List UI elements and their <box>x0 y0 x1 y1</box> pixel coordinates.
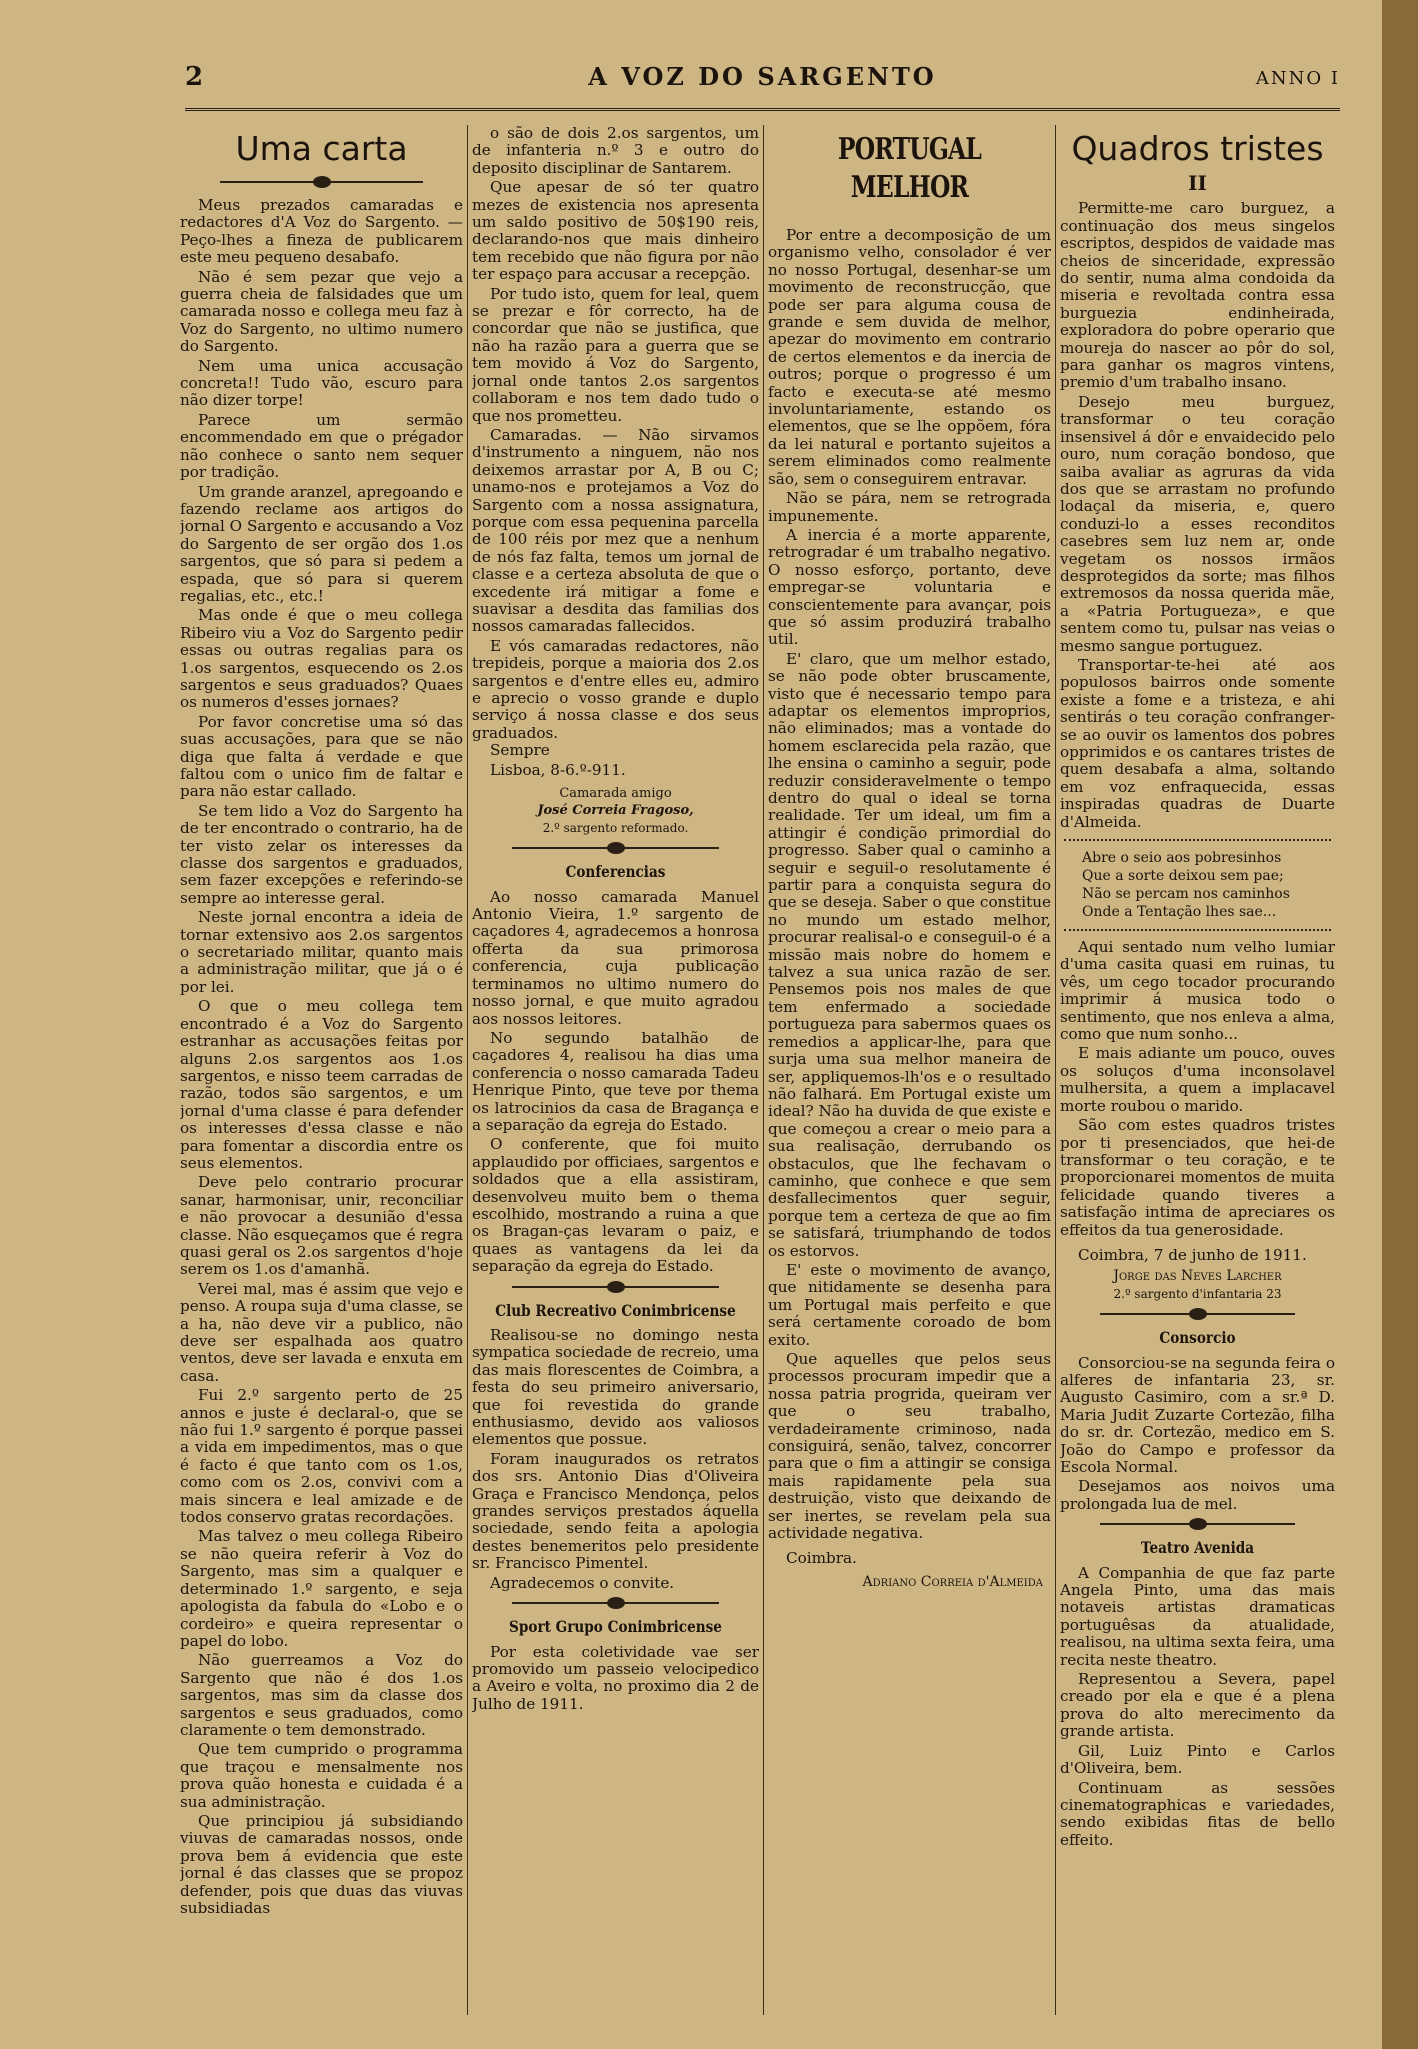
paragraph: Foram inaugurados os retratos dos srs. Antonio Dias d'Oliveira Graça e Francisco Mendonça, pelos grandes serviços prestados áquella sociedade, sendo feita a apologia destes benemeritos pelo presidente sr. Francisco Pimentel. <box>472 1449 759 1573</box>
paragraph: No segundo batalhão de caçadores 4, realisou ha dias uma conferencia o nosso camarada Tadeu Henrique Pinto, que teve por thema os latrocinios da casa de Bragança e a separação da egreja do Estado. <box>472 1028 759 1134</box>
ornament-divider <box>512 1280 719 1294</box>
article-body <box>768 227 1051 1542</box>
paragraph: Não é sem pezar que vejo a guerra cheia de falsidades que um camarada nosso e collega meu faz à Voz do Sargento, no ultimo numero do Sargento. <box>180 267 463 356</box>
paragraph: Por esta coletividade vae ser promovido um passeio velocipedico a Aveiro e volta, no proximo dia 2 de Julho de 1911. <box>472 1642 759 1713</box>
paragraph: Neste jornal encontra a ideia de tornar extensivo aos 2.os sargentos o secretariado militar, quanto mais a administração militar, que já o é por lei. <box>180 908 463 996</box>
signature: Jorge das Neves Larcher <box>1113 1268 1282 1285</box>
paragraph: Por tudo isto, quem for leal, quem se prezar e fôr correcto, ha de concordar que não se justifica, que não ha razão para a guerra que se tem movido á Voz do Sargento, jornal onde tantos 2.os sargentos collaboram e nos tem dado tudo o que nos prometteu. <box>472 284 759 425</box>
paragraph: E vós camaradas redactores, não trepideis, porque a maioria dos 2.os sargentos e d'entre elles eu, admiro e aprecio o vosso grande e duplo serviço á nossa classe e dos seus graduados. <box>472 636 759 742</box>
signature: José Correia Fragoso, <box>537 803 694 819</box>
paragraph: Realisou-se no domingo nesta sympatica sociedade de recreio, uma das mais florescentes de Coimbra, a festa do seu primeiro aniversario, que foi revestida do grande enthusiasmo, devido aos valiosos elementos que possue. <box>472 1326 759 1449</box>
section-title: Conferencias <box>565 862 666 882</box>
column-1 <box>180 125 463 2010</box>
section-title: Sport Grupo Conimbricense <box>509 1617 722 1637</box>
signature-rank: 2.º sargento d'infantaria 23 <box>1113 1286 1282 1301</box>
ornament-divider <box>512 1596 719 1610</box>
dotted-divider <box>1064 929 1331 931</box>
part-number: II <box>1188 171 1207 195</box>
section-title: Consorcio <box>1159 1328 1236 1348</box>
section-body <box>472 1327 759 1592</box>
column-divider <box>467 125 468 2015</box>
paragraph: Parece um sermão encommendado em que o prégador não conhece o santo nem sequer por tradição. <box>180 410 463 482</box>
paragraph: A Companhia de que faz parte Angela Pinto, uma das mais notaveis artistas dramaticas portuguêsas da atualidade, realisou, na ultima sexta feira, uma recita neste theatro. <box>1060 1563 1335 1669</box>
poem-line: Abre o seio aos pobresinhos <box>1082 850 1282 867</box>
signature: Adriano Correia d'Almeida <box>862 1573 1043 1590</box>
paragraph: Por entre a decomposição de um organismo velho, consolador é ver no nosso Portugal, desenhar-se um movimento de reconstrucção, que pode ser para alguma cousa de grande e sem duvida de melhor, apezar do movimento em contrario de certos elementos e da inercia de outros; porque o progresso é um facto e executa-se até mesmo involuntariamente, estando os elementos, que se lhe oppõem, fóra da lei natural e portanto sujeitos a serem eliminados como realmente são, sem o conseguirem entravar. <box>768 226 1051 488</box>
paragraph: Que aquelles que pelos seus processos procuram impedir que a nossa patria progrida, queiram ver que o seu trabalho, verdadeiramente criminoso, nada consiguirá, senão, talvez, concorrer para que o fim a attingir se consiga mais rapidamente pela sua destruição, visto que deixando de ser inertes, se revelam pela sua actividade negativa. <box>768 1350 1051 1543</box>
year-label: ANNO I <box>1255 68 1340 89</box>
paragraph: Consorciou-se na segunda feira o alferes de infantaria 23, sr. Augusto Casimiro, com a sr.ª D. Maria Judit Zuzarte Cortezão, filha do sr. dr. Cortezão, medico em S. João do Campo e professor da Escola Normal. <box>1060 1353 1335 1476</box>
section-body <box>1060 1355 1335 1514</box>
poem-line: Que a sorte deixou sem pae; <box>1082 868 1284 885</box>
paragraph: Nem uma unica accusação concreta!! Tudo vão, escuro para não dizer torpe! <box>180 356 463 410</box>
paragraph: Que principiou já subsidiando viuvas de camaradas nossos, onde prova bem á evidencia que este jornal é das classes que se propoz defender, pois que duas das viuvas subsidiadas <box>180 1811 463 1917</box>
poem-line: Onde a Tentação lhes sae... <box>1082 904 1277 921</box>
section-body <box>472 1644 759 1714</box>
article-body <box>180 197 463 1917</box>
page-edge <box>1382 0 1418 2049</box>
article-title: Quadros tristes <box>1071 129 1324 168</box>
ornament-divider <box>1100 1517 1295 1531</box>
paragraph: Por favor concretise uma só das suas accusações, para que se não diga que falta á verdade e que faltou com o unico fim de faltar e para não estar callado. <box>180 712 463 801</box>
article-body <box>1060 939 1335 1239</box>
paragraph: Representou a Severa, papel creado por ela e que é a plena prova do alto merecimento da grande artista. <box>1060 1670 1335 1741</box>
paragraph: Não guerreamos a Voz do Sargento que não é dos 1.os sargentos, mas sim da classe dos sargentos e seus graduados, como claramente o tem demonstrado. <box>180 1651 463 1739</box>
masthead: A VOZ DO SARGENTO <box>588 62 937 91</box>
paragraph: Mas onde é que o meu collega Ribeiro viu a Voz do Sargento pedir essas ou outras regalias para os 1.os sargentos, esquecendo os 2.os sargentos e seus graduados? Quaes os numeros d'esses jornaes? <box>180 606 463 712</box>
paragraph: Verei mal, mas é assim que vejo e penso. A roupa suja d'uma classe, se a ha, não deve vir a publico, não deve ser espalhada aos quatro ventos, deve ser lavada e enxuta em casa. <box>180 1279 463 1385</box>
paragraph: Meus prezados camaradas e redactores d'A Voz do Sargento. — Peço-lhes a fineza de publicarem este meu pequeno desabafo. <box>180 196 463 267</box>
article-title: Uma carta <box>235 129 408 168</box>
paragraph: Permitte-me caro burguez, a continuação dos meus singelos escriptos, despidos de vaidade mas cheios de sinceridade, expressão do sentir, numa alma condoida da miseria e revoltada contra essa burguezia endinheirada, exploradora do pobre operario que moureja do nascer ao pôr do sol, para ganhar os magros vintens, premio d'um trabalho insano. <box>1060 199 1335 392</box>
paragraph: Aqui sentado num velho lumiar d'uma casita quasi em ruinas, tu vês, um cego tocador procurando imprimir á musica todo o sentimento, que nos enleva a alma, como que num sonho... <box>1060 938 1335 1044</box>
paragraph: Que apesar de só ter quatro mezes de existencia nos apresenta um saldo positivo de 50$190 reis, declarando-nos que mais dinheiro tem recebido que não figura por não ter espaço para accusar a recepção. <box>472 178 759 284</box>
paragraph: Mas talvez o meu collega Ribeiro se não queira referir à Voz do Sargento, mas sim a qualquer e determinado 1.º sargento, e seja apologista da fabula do «Lobo e o cordeiro» e queira representar o papel do lobo. <box>180 1527 463 1650</box>
section-body <box>1060 1565 1335 1850</box>
poem-line: Não se percam nos caminhos <box>1082 886 1290 903</box>
paragraph: E' claro, que um melhor estado, se não pode obter bruscamente, visto que é necessario tempo para adaptar os elementos improprios, não eliminados; mas a vontade do homem esclarecida pela razão, que lhe ensina o caminho a seguir, pode reduzir consideravelmente o tempo dentro do qual o ideal se torna realidade. Ter um ideal, um fim a attingir é condição primordial do progresso. Saber qual o caminho a seguir e seguil-o resolutamente é partir para a conquista segura do que se deseja. Saber o que constitue no mundo um estado melhor, procurar realisal-o e conseguil-o é a missão mais nobre do homem e talvez a sua unica razão de ser. Pensemos pois nos males de que tem enfermado a sociedade portugueza para sabermos quaes os remedios a applicar-lhe, para que surja uma sua melhor maneira de ser, appliquemos-lh'os e o resultado não falhará. Em Portugal existe um ideal? Não ha duvida de que existe e que começou a crear o meio para a sua realisação, derrubando os obstaculos, que lhe fechavam o caminho, que conhece e que sem desfallecimentos quer seguir, porque tem a certeza de que ao fim se satisfará, triumphando de todos os estorvos. <box>768 649 1051 1260</box>
paragraph: Um grande aranzel, apregoando e fazendo reclame aos artigos do jornal O Sargento e accusando a Voz do Sargento de ser orgão dos 1.os sargentos, que só para si pedem a espada, que só para si querem regalias, etc., etc.! <box>180 482 463 605</box>
closing-line: Camarada amigo <box>559 786 672 802</box>
article-date: Coimbra, 7 de junho de 1911. <box>1078 1245 1307 1264</box>
paragraph: Gil, Luiz Pinto e Carlos d'Oliveira, bem. <box>1060 1741 1335 1778</box>
paragraph: Camaradas. — Não sirvamos d'instrumento a ninguem, não nos deixemos arrastar por A, B ou C; unamo-nos e protejamos a Voz do Sargento com a nossa assignatura, porque com essa pequenina parcella de 100 réis por mez que a nenhum de nós faz falta, temos um jornal de classe e a certeza absoluta de que o excedente irá mitigar a fome e suavisar a desdita das familias dos nossos camaradas fallecidos. <box>472 425 759 636</box>
section-body <box>472 889 759 1276</box>
header-rule <box>185 108 1340 111</box>
paragraph: O que o meu collega tem encontrado é a Voz do Sargento estranhar as accusações feitas por alguns 2.os sargentos aos 1.os sargentos, e nisso teem carradas de razão, todos são sargentos, e um jornal d'uma classe é para defender os interesses d'essa classe e não para fomentar a discordia entre os seus elementos. <box>180 997 463 1172</box>
paragraph: Deve pelo contrario procurar sanar, harmonisar, unir, reconciliar e não provocar a desunião d'essa classe. Não esqueçamos que é regra quasi geral os 2.os sargentos d'hoje serem os 1.os d'amanhã. <box>180 1173 463 1279</box>
closing: Sempre <box>490 741 550 760</box>
paragraph: Continuam as sessões cinematographicas e variedades, sendo exibidas fitas de bello effeito. <box>1060 1778 1335 1849</box>
article-title: PORTUGAL MELHOR <box>837 132 982 205</box>
paragraph: E' este o movimento de avanço, que nitidamente se desenha para um Portugal mais perfeito e que será certamente coroado de bom exito. <box>768 1260 1051 1349</box>
ornament-divider <box>512 841 719 855</box>
paragraph: Que tem cumprido o programma que traçou e mensalmente nos prova quão honesta e cuidada é a sua administração. <box>180 1740 463 1811</box>
letter-date: Lisboa, 8-6.º-911. <box>490 760 626 779</box>
poem <box>1060 849 1335 921</box>
ornament-divider <box>1100 1307 1295 1321</box>
section-title: Club Recreativo Conimbricense <box>495 1300 736 1320</box>
article-body <box>472 125 759 742</box>
ornament-divider <box>220 175 423 189</box>
paragraph: Ao nosso camarada Manuel Antonio Vieira, 1.º sargento de caçadores 4, agradecemos a honrosa offerta da sua primorosa conferencia, cuja publicação terminamos no ultimo numero do nosso jornal, e que muito agradou aos nossos leitores. <box>472 887 759 1028</box>
place: Coimbra. <box>786 1549 857 1568</box>
paragraph: Agradecemos o convite. <box>490 1573 675 1592</box>
paragraph: Transportar-te-hei até aos populosos bairros onde somente existe a fome e a tristeza, e ahi sentirás o teu coração confranger-se ao ouvir os lamentos dos pobres opprimidos e os cantares tristes de quem desabafa a alma, soltando em voz enfraquecida, essas inspiradas quadras de Duarte d'Almeida. <box>1060 655 1335 831</box>
column-4 <box>1060 125 1335 2010</box>
column-divider <box>1055 125 1056 2015</box>
paragraph: Não se pára, nem se retrograda impunemente. <box>768 489 1051 525</box>
column-2 <box>472 125 759 2010</box>
paragraph: Se tem lido a Voz do Sargento ha de ter encontrado o contrario, ha de ter visto zelar os interesses da classe dos sargentos e graduados, sem fazer excepções e referindo-se sempre ao interesse geral. <box>180 801 463 907</box>
paragraph: Fui 2.º sargento perto de 25 annos e juste é declaral-o, que se não fui 1.º sargento é porque passei a vida em impedimentos, mas o que é facto é que tanto com os 1.os, como com os 2.os, convivi com a mais sincera e leal amizade e de todos conservo gratas recordações. <box>180 1386 463 1527</box>
paragraph: Desejamos aos noivos uma prolongada lua de mel. <box>1060 1477 1335 1513</box>
paragraph: o são de dois 2.os sargentos, um de infanteria n.º 3 e outro do deposito disciplinar de Santarem. <box>472 125 759 177</box>
dotted-divider <box>1064 839 1331 841</box>
page-number: 2 <box>185 62 204 92</box>
column-divider <box>763 125 764 2015</box>
article-body <box>1060 200 1335 831</box>
page-header <box>185 58 1340 106</box>
section-title: Teatro Avenida <box>1140 1538 1255 1558</box>
paragraph: Desejo meu burguez, transformar o teu coração insensivel á dôr e envaidecido pelo ouro, num coração bondoso, que saiba avaliar as agruras da vida dos que se arrastam no profundo lodaçal da miseria, e, quero conduzi-lo a esses reconditos casebres sem luz nem ar, onde vegetam os nossos irmãos desprotegidos da sorte; mas filhos extremosos da nossa querida mãe, a «Patria Portugueza», e que sentem como tu, pulsar nas veias o mesmo sangue portuguez. <box>1060 392 1335 655</box>
paragraph: A inercia é a morte apparente, retrogradar é um trabalho negativo. O nosso esforço, portanto, deve empregar-se voluntaria e conscientemente para avançar, pois que só assim produzirá trabalho util. <box>768 525 1051 649</box>
signature-rank: 2.º sargento reformado. <box>542 820 689 835</box>
paragraph: O conferente, que foi muito applaudido por officiaes, sargentos e soldados que a ella assistiram, desenvolveu muito bem o thema escolhido, mostrando a ruina a que os Bragan-ças levaram o paiz, e quaes as vantagens da lei da separação da egreja do Estado. <box>472 1135 759 1276</box>
column-3 <box>768 125 1051 2010</box>
paragraph: E mais adiante um pouco, ouves os soluços d'uma inconsolavel mulhersita, a quem a implacavel morte roubou o marido. <box>1060 1044 1335 1115</box>
paragraph: São com estes quadros tristes por ti presenciados, que hei-de transformar o teu coração, e te proporcionarei momentos de muita felicidade quando tiveres a satisfação intima de apreciares os effeitos da tua generosidade. <box>1060 1116 1335 1239</box>
